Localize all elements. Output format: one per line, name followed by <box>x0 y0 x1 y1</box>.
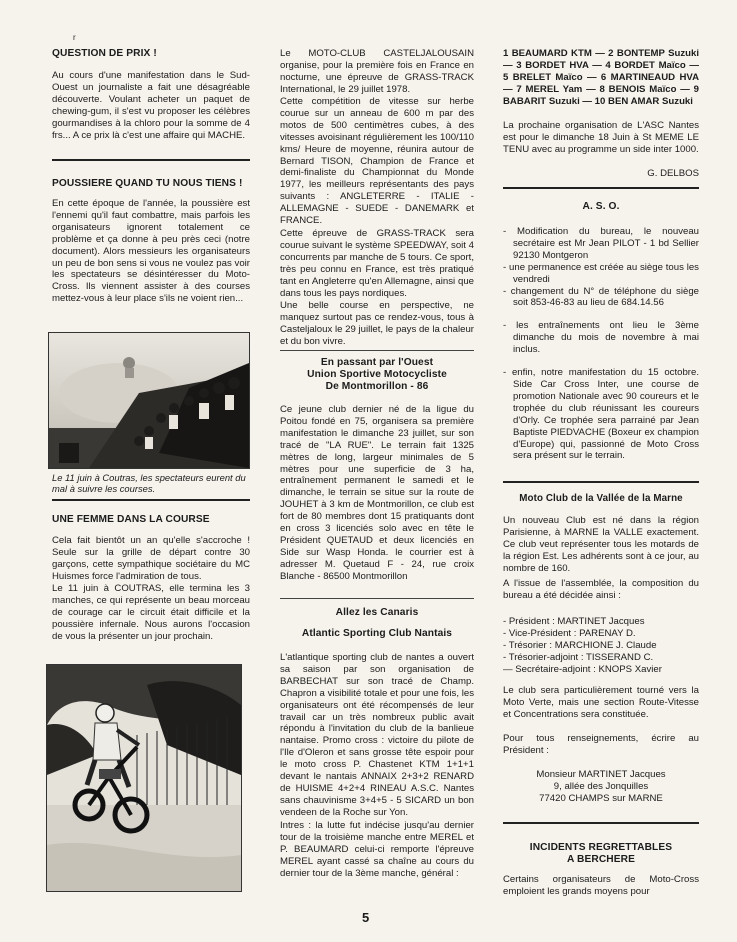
divider <box>52 159 250 161</box>
article-atlantic-p2: Intres : la lutte fut indécise jusqu'au dernier tour de la troisième manche entre MEREL et P. BEAUMARD celui-ci remporte l'épreuve MEREL ayant cassé sa chaîne au cours du dernier tour de la 3ème manche, général : <box>280 820 474 879</box>
article-grass-track-p4: Une belle course en perspective, ne manquez surtout pas ce rendez-vous, tous à Casteljaloux le 29 juillet, le pays de la chaleur et du bon vivre. <box>280 300 474 347</box>
aso-list <box>503 226 699 473</box>
headline-atlantic-sporting: Atlantic Sporting Club Nantais <box>301 628 453 639</box>
list-item: - enfin, notre manifestation du 15 octobre. Side Car Cross Inter, une course de promotion Nationale avec 90 coureurs et le trophée du club réunissant les coureurs d'Orly. Ce trophée sera parrainé par Jean Baptiste PIEDVACHE (Boxeur ex champion d'Europe) qui, passionné de Moto Cross sera présent sur le terrain. <box>503 367 699 462</box>
list-item: — Secrétaire-adjoint : KNOPS Xavier <box>503 663 662 675</box>
divider <box>503 822 699 824</box>
race-results: 1 BEAUMARD KTM — 2 BONTEMP Suzuki — 3 BORDET HVA — 4 BORDET Maïco — 5 BRELET Maïco — 6 MARTINEAUD HVA — 7 MEREL Yam — 8 BENOIS Maïco — 9 BABARIT Suzuki — 10 BEN AMAR Suzuki <box>503 48 699 107</box>
author-signature: G. DELBOS <box>647 168 699 179</box>
divider <box>503 481 699 483</box>
article-une-femme-p2: Le 11 juin à COUTRAS, elle termina les 3 manches, ce qui représente un beau morceau de courage car le circuit était difficile et la poussière infernale. Nous aurons l'occasion de vous la présenter un jour prochain. <box>52 583 250 642</box>
headline-poussiere: POUSSIERE QUAND TU NOUS TIENS ! <box>52 178 243 189</box>
article-question-de-prix: Au cours d'une manifestation dans le Sud-Ouest un journaliste a fait une désagréable découverte. Voulant acheter un paquet de chewing-gum, il s'est vu proposer les célèbres gourmandises à la chloro pour la somme de 4 frs... A ce prix là c'est une affaire qui MACHE. <box>52 70 250 141</box>
president-address <box>503 769 699 805</box>
headline-montmorillon <box>280 357 474 393</box>
headline-incidents-l1: INCIDENTS REGRETTABLES <box>529 842 673 853</box>
divider <box>280 350 474 351</box>
article-marne-p4: Pour tous renseignements, écrire au Président : <box>503 733 699 756</box>
divider <box>503 187 699 189</box>
photo-spectators <box>48 332 250 469</box>
article-une-femme-p1: Cela fait bientôt un an qu'elle s'accroche ! Seule sur la grille de départ contre 30 garçons, cette sympathique sociétaire du MC Huismes force l'admiration de tous. <box>52 535 250 582</box>
headline-aso: A. S. O. <box>582 201 620 212</box>
rider-image <box>47 665 241 891</box>
article-atlantic-p1: L'atlantique sporting club de nantes a ouvert sa saison par son organisation de BARBECHAT sur son tracé de Champ. Chapron a visibilité totale et pour une fois, les organisateurs ont été récompensés de leur travail car un très nombreux public avait répondu à l'invitation du club de la banlieue nantaise. Promo cross : victoire du pilote de l'Ile d'Oleron et sans grosse tête espoir pour le moto cross P. Chastenet KTM 1+1+1 devant le nantais ANNAIX 2+3+2 RENARD de HUISME 4+2+4 RINEAU A.S.C. Nantes sans chauvinisme 3+4+5 - 5 SICARD un bon vendeen de la Roche sur Yon. <box>280 652 474 818</box>
headline-question-de-prix: QUESTION DE PRIX ! <box>52 48 157 59</box>
page-number: 5 <box>362 910 370 925</box>
article-montmorillon: Ce jeune club dernier né de la ligue du Poitou fondé en 75, organisera sa première manifestation le dimanche 23 juillet, sur son tracé de "LA RUE". Le terrain fait 1325 mètres de long, largeur minimales de 5 mètres pour une superficie de 3 ha, entraînement permanent le samedi et le dimanche, le terrain se situe sur la route de JOUHET à 3 km de Montmorillon, ce club est fort de 80 membres dont 15 pratiquants dont en cross 3 licenciés solo avec en tête le Président QUETAUD et deux licenciés en Side sur Wasp Honda. le courrier est à adresser M. Quetaud F - 24, rue croix Blanche - 86500 Montmorillon <box>280 404 474 582</box>
divider <box>280 598 474 599</box>
list-item: - les entraînements ont lieu le 3ème dimanche du mois de novembre à mai inclus. <box>503 320 699 356</box>
address-line: 77420 CHAMPS sur MARNE <box>539 792 663 804</box>
list-item: - Trésorier : MARCHIONE J. Claude <box>503 639 657 651</box>
page-mark: r <box>73 33 76 42</box>
headline-une-femme: UNE FEMME DANS LA COURSE <box>52 514 210 525</box>
divider <box>52 499 250 501</box>
bureau-list <box>503 616 699 676</box>
article-grass-track-p2: Cette compétition de vitesse sur herbe courue sur un anneau de 600 m par des motos de 500 centimètres cubes, à des vitesses avoisinant régulièrement les 100/110 kms/ Heure de moyenne, réunira autour de Bernard TISON, Champion de France et demi-finaliste du Championnat du Monde 1977, les meilleurs représentants des pays suivants : ANGLETERRE - ITALIE - ALLEMAGNE - SUEDE - DANEMARK et FRANCE. <box>280 96 474 227</box>
next-event: La prochaine organisation de L'ASC Nantes est pour le dimanche 18 Juin à St MEME LE TENU avec au programme un side inter 1000. <box>503 120 699 155</box>
headline-line: Union Sportive Motocycliste <box>307 369 447 380</box>
list-item: - Vice-Président : PARENAY D. <box>503 627 636 639</box>
article-grass-track-p1: Le MOTO-CLUB CASTELJALOUSAIN organise, pour la première fois en France en nocturne, une épreuve de GRASS-TRACK International, le 29 juillet 1978. <box>280 48 474 95</box>
list-item: - Président : MARTINET Jacques <box>503 616 645 627</box>
list-item: - une permanence est créée au siège tous les vendredi <box>503 262 699 286</box>
address-line: 9, allée des Jonquilles <box>553 780 649 792</box>
headline-line: En passant par l'Ouest <box>320 357 434 368</box>
address-line: Monsieur MARTINET Jacques <box>536 769 666 780</box>
photo-caption-spectators: Le 11 juin à Coutras, les spectateurs eurent du mal à suivre les courses. <box>52 472 246 495</box>
headline-incidents-l2: A BERCHERE <box>567 854 635 865</box>
list-item: - changement du N° de téléphone du siège soit 853-46-83 au lieu de 684.14.56 <box>503 286 699 310</box>
article-poussiere: En cette époque de l'année, la poussière est l'ennemi qu'il faut combattre, mais parfois les organisateurs ignorent totalement ce problème et ça donne à peu près ceci (notre document). Alors messieurs les organisateurs un peu de bon sens si vous ne voulez pas voir les spectateurs se désintéresser du Moto-Cross. Ils viennent assister à des courses mettez-vous à leur place s'ils ne voient rien... <box>52 198 250 305</box>
list-item: - Modification du bureau, le nouveau secrétaire est Mr Jean PILOT - 1 bd Sellier 92130 Montgeron <box>503 226 699 262</box>
photo-female-rider <box>46 664 242 892</box>
article-marne-p1: Un nouveau Club est né dans la région Parisienne, à MARNE la VALLE exactement. Ce club veut représenter tous les motards de la région Est. Les adhérents sont à ce jour, au nombre de 160. <box>503 515 699 574</box>
spectators-image <box>49 333 249 468</box>
headline-moto-club-marne: Moto Club de la Vallée de la Marne <box>519 493 683 504</box>
headline-allez-les-canaris: Allez les Canaris <box>335 607 419 618</box>
headline-line: De Montmorillon - 86 <box>325 381 429 392</box>
article-grass-track-p3: Cette épreuve de GRASS-TRACK sera courue suivant le système SPEEDWAY, soit 4 concurrents par manche de 5 tours. Ce sport, très peu connu en France, est très pratiqué tant en Angleterre qu'en Allemagne, ainsi que dans tous les pays nordiques. <box>280 228 474 299</box>
article-marne-p3: Le club sera particulièrement tourné vers la Moto Verte, mais une section Route-Vitesse et Concentrations sera constituée. <box>503 685 699 720</box>
article-marne-p2: A l'issue de l'assemblée, la composition du bureau a été décidée ainsi : <box>503 578 699 601</box>
article-incidents: Certains organisateurs de Moto-Cross emploient les grands moyens pour <box>503 874 699 897</box>
list-item: - Trésorier-adjoint : TISSERAND C. <box>503 651 654 663</box>
